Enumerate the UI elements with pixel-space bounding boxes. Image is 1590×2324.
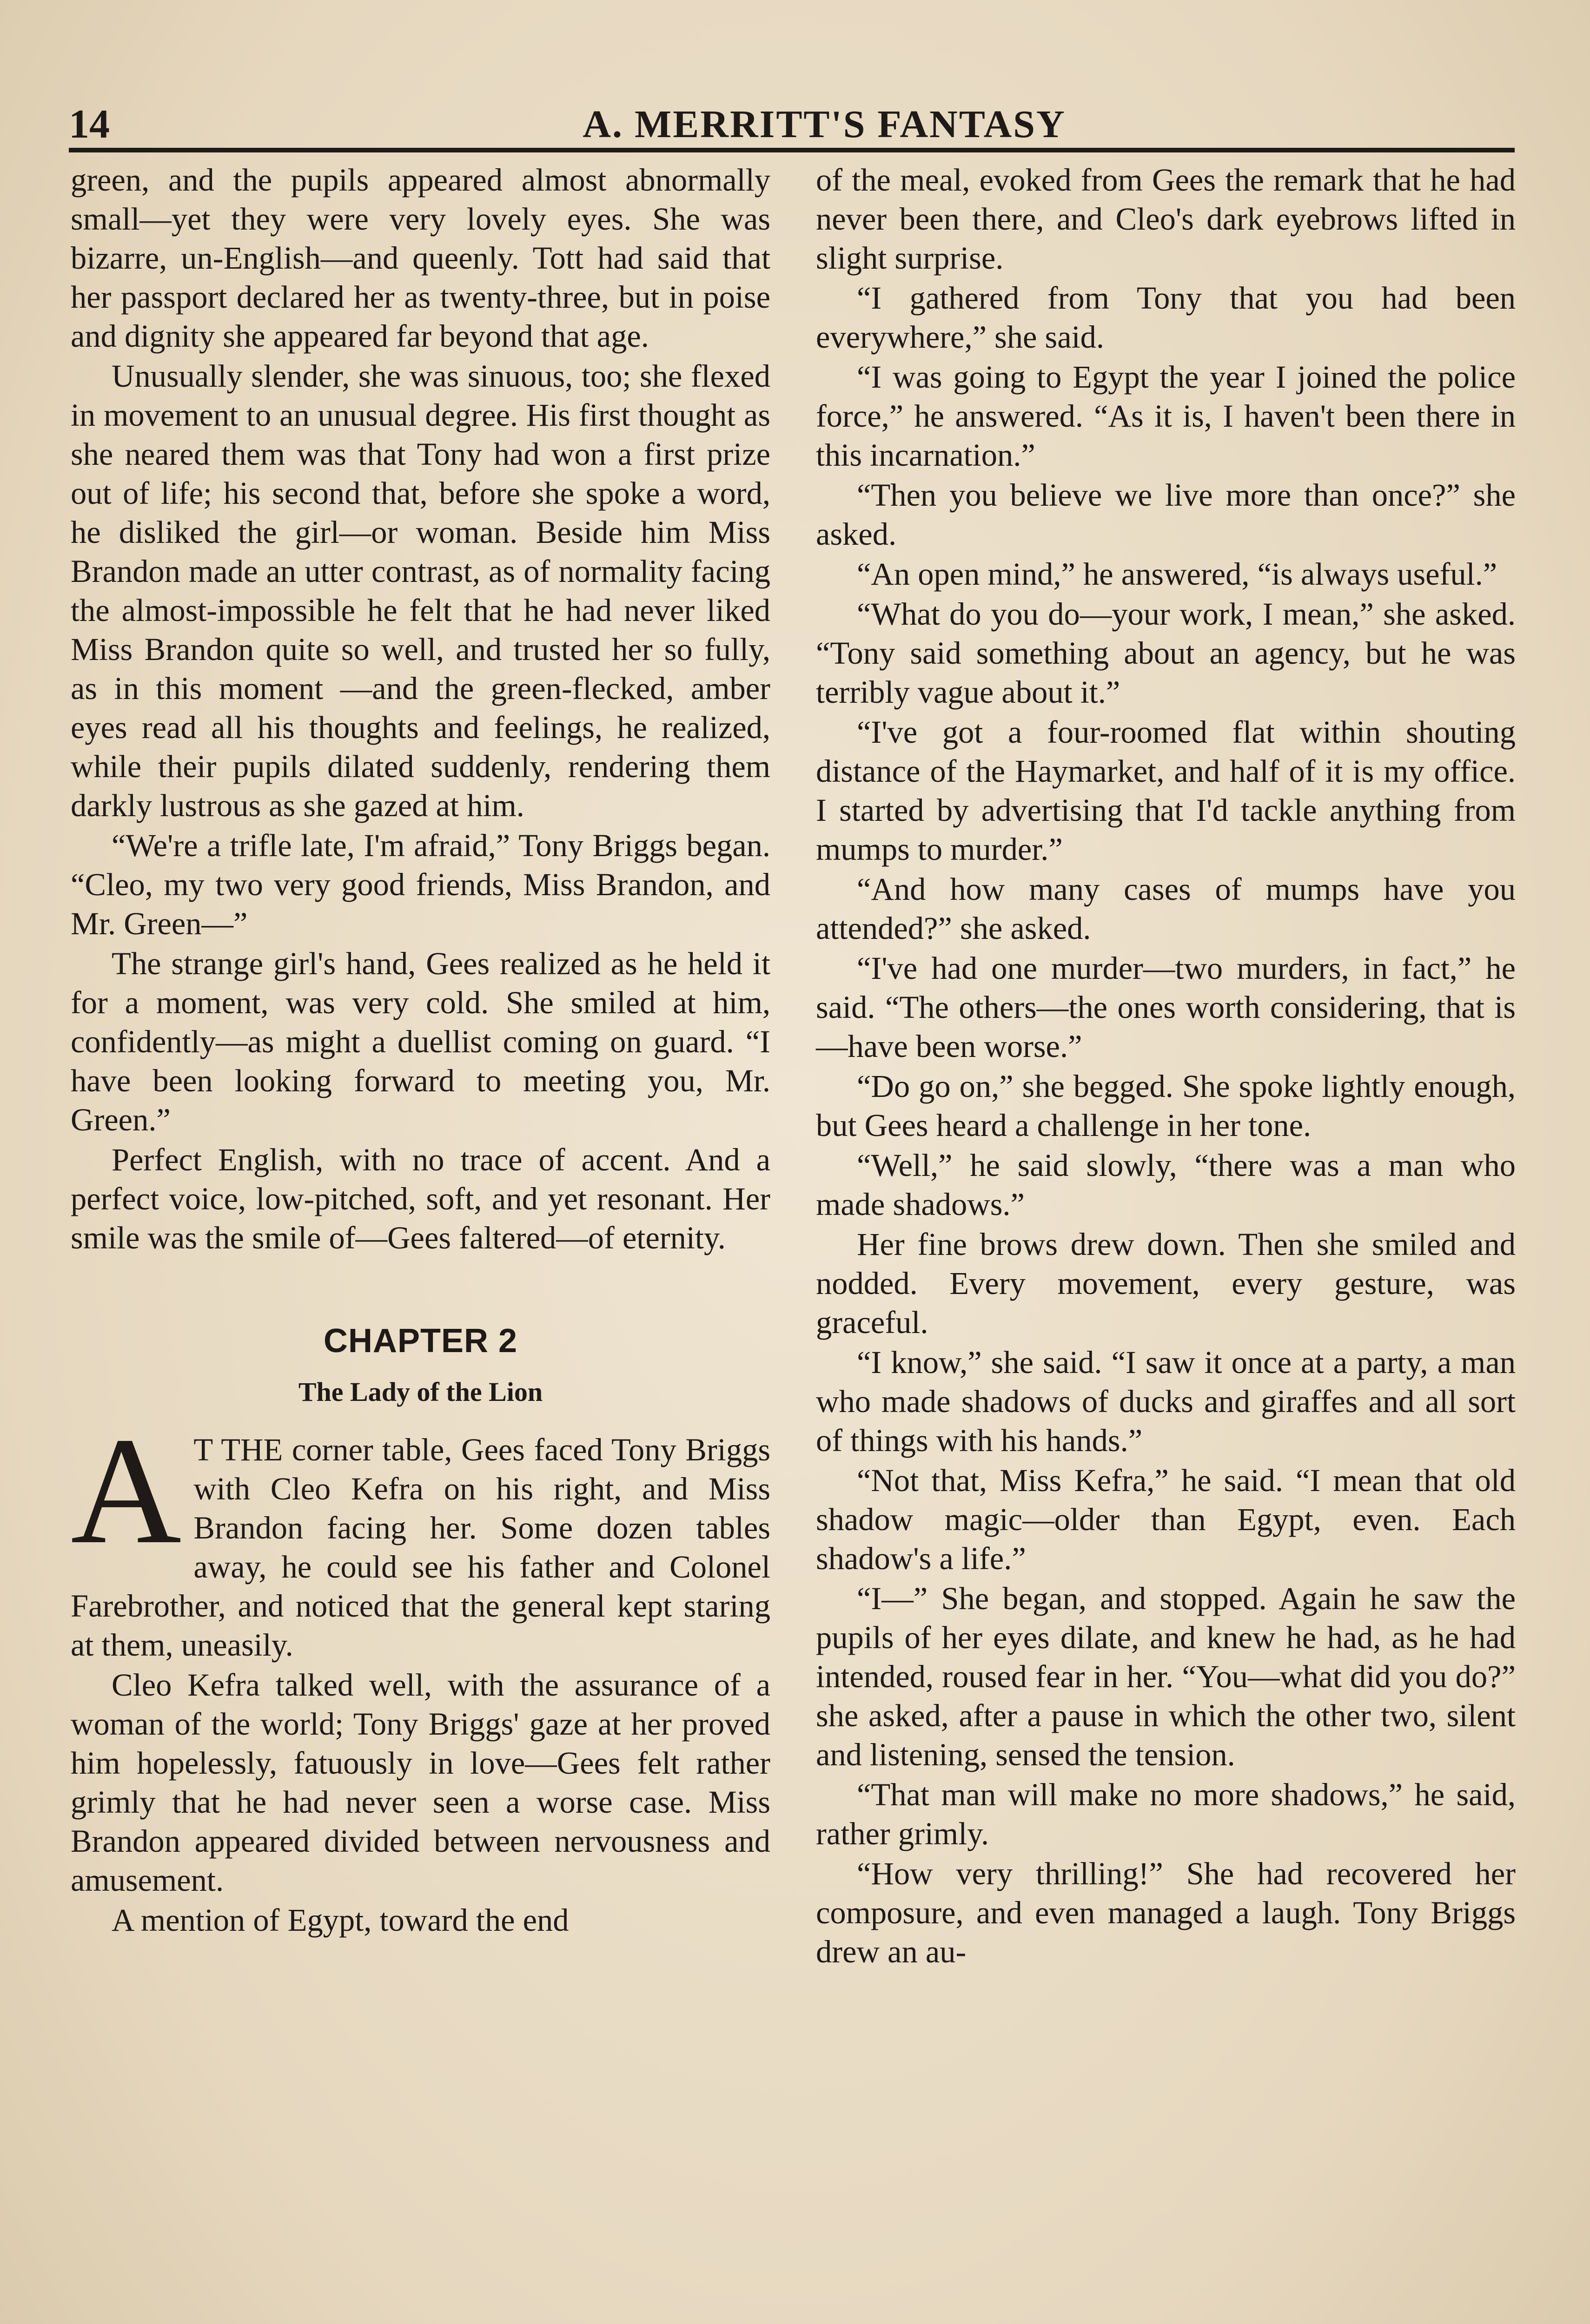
paragraph: A mention of Egypt, toward the end: [112, 1902, 569, 1938]
drop-cap: A: [71, 1406, 182, 1576]
paragraph: “Do go on,” she begged. She spoke lightly enough, but Gees heard a challenge in her tone.: [816, 1069, 1516, 1143]
running-title: A. MERRITT'S FANTASY: [583, 103, 1066, 146]
paragraph: “What do you do—your work, I mean,” she asked. “Tony said something about an agency, but he was terribly vague about it.”: [816, 596, 1516, 710]
paragraph: “And how many cases of mumps have you attended?” she asked.: [816, 872, 1516, 946]
paragraph: “I gathered from Tony that you had been everywhere,” she said.: [816, 280, 1516, 355]
page-header: [69, 78, 1515, 152]
paragraph: “I know,” she said. “I saw it once at a party, a man who made shadows of ducks and giraffes and all sort of things with his hands.”: [816, 1345, 1516, 1458]
paragraph: “How very thrilling!” She had recovered her composure, and even managed a laugh. Tony Briggs drew an au-: [816, 1856, 1516, 1969]
chapter-title: The Lady of the Lion: [298, 1377, 543, 1407]
paragraph: “Not that, Miss Kefra,” he said. “I mean that old shadow magic—older than Egypt, even. Each shadow's a life.”: [816, 1463, 1516, 1576]
chapter-heading: CHAPTER 2: [323, 1322, 518, 1360]
chapter-body: [71, 1406, 770, 1940]
paragraph: “I was going to Egypt the year I joined the police force,” he answered. “As it is, I haven't been there in this incarnation.”: [816, 359, 1516, 473]
paragraph: “An open mind,” he answered, “is always useful.”: [857, 556, 1497, 592]
paragraph: “I—” She began, and stopped. Again he saw the pupils of her eyes dilate, and knew he had, as he had intended, roused fear in her. “You—what did you do?” she asked, after a pause in which the other two, silent and listening, sensed the tension.: [816, 1581, 1516, 1772]
paragraph: green, and the pupils appeared almost abnormally small—yet they were very lovely eyes. She was bizarre, un-English—and queenly. Tott had said that her passport declared her as twenty-three, but in poise and dignity she appeared far beyond that age.: [71, 162, 770, 354]
paragraph: The strange girl's hand, Gees realized as he held it for a moment, was very cold. She smiled at him, confidently—as might a duellist coming on guard. “I have been looking forward to meeting you, Mr. Green.”: [71, 946, 770, 1137]
paragraph: “Then you believe we live more than once?” she asked.: [816, 477, 1516, 552]
right-column: [816, 160, 1516, 1971]
paragraph: “I've had one murder—two murders, in fact,” he said. “The others—the ones worth considering, that is—have been worse.”: [816, 951, 1516, 1064]
left-column: [71, 160, 770, 1940]
paragraph: Unusually slender, she was sinuous, too; she flexed in movement to an unusual degree. His first thought as she neared them was that Tony had won a first prize out of life; his second that, before she spoke a word, he disliked the girl—or woman. Beside him Miss Brandon made an utter contrast, as of normality facing the almost-impossible he felt that he had never liked Miss Brandon quite so well, and trusted her so fully, as in this moment —and the green-flecked, amber eyes read all his thoughts and feelings, he realized, while their pupils dilated suddenly, rendering them darkly lustrous as she gazed at him.: [71, 358, 770, 823]
paragraph: “Well,” he said slowly, “there was a man who made shadows.”: [816, 1148, 1516, 1222]
chapter-opening-text: T THE corner table, Gees faced Tony Briggs with Cleo Kefra on his right, and Miss Brandon facing her. Some dozen tables away, he could see his father and Colonel Farebrother, and noticed that the general kept staring at them, uneasily.: [71, 1432, 770, 1663]
paragraph: Cleo Kefra talked well, with the assurance of a woman of the world; Tony Briggs' gaze at her proved him hopelessly, fatuously in love—Gees felt rather grimly that he had never seen a worse case. Miss Brandon appeared divided between nervousness and amusement.: [71, 1667, 770, 1898]
paragraph: “We're a trifle late, I'm afraid,” Tony Briggs began. “Cleo, my two very good friends, Miss Brandon, and Mr. Green—”: [71, 828, 770, 941]
paragraph: Perfect English, with no trace of accent. And a perfect voice, low-pitched, soft, and yet resonant. Her smile was the smile of—Gees faltered—of eternity.: [71, 1142, 770, 1255]
paragraph: “That man will make no more shadows,” he said, rather grimly.: [816, 1777, 1516, 1851]
paragraph: “I've got a four-roomed flat within shouting distance of the Haymarket, and half of it is my office. I started by advertising that I'd tackle anything from mumps to murder.”: [816, 714, 1516, 867]
page-number: 14: [69, 102, 110, 147]
paragraph: of the meal, evoked from Gees the remark that he had never been there, and Cleo's dark eyebrows lifted in slight surprise.: [816, 162, 1516, 276]
paragraph: Her fine brows drew down. Then she smiled and nodded. Every movement, every gesture, was graceful.: [816, 1227, 1516, 1340]
chapter-opening-paragraph: [71, 1406, 770, 1664]
